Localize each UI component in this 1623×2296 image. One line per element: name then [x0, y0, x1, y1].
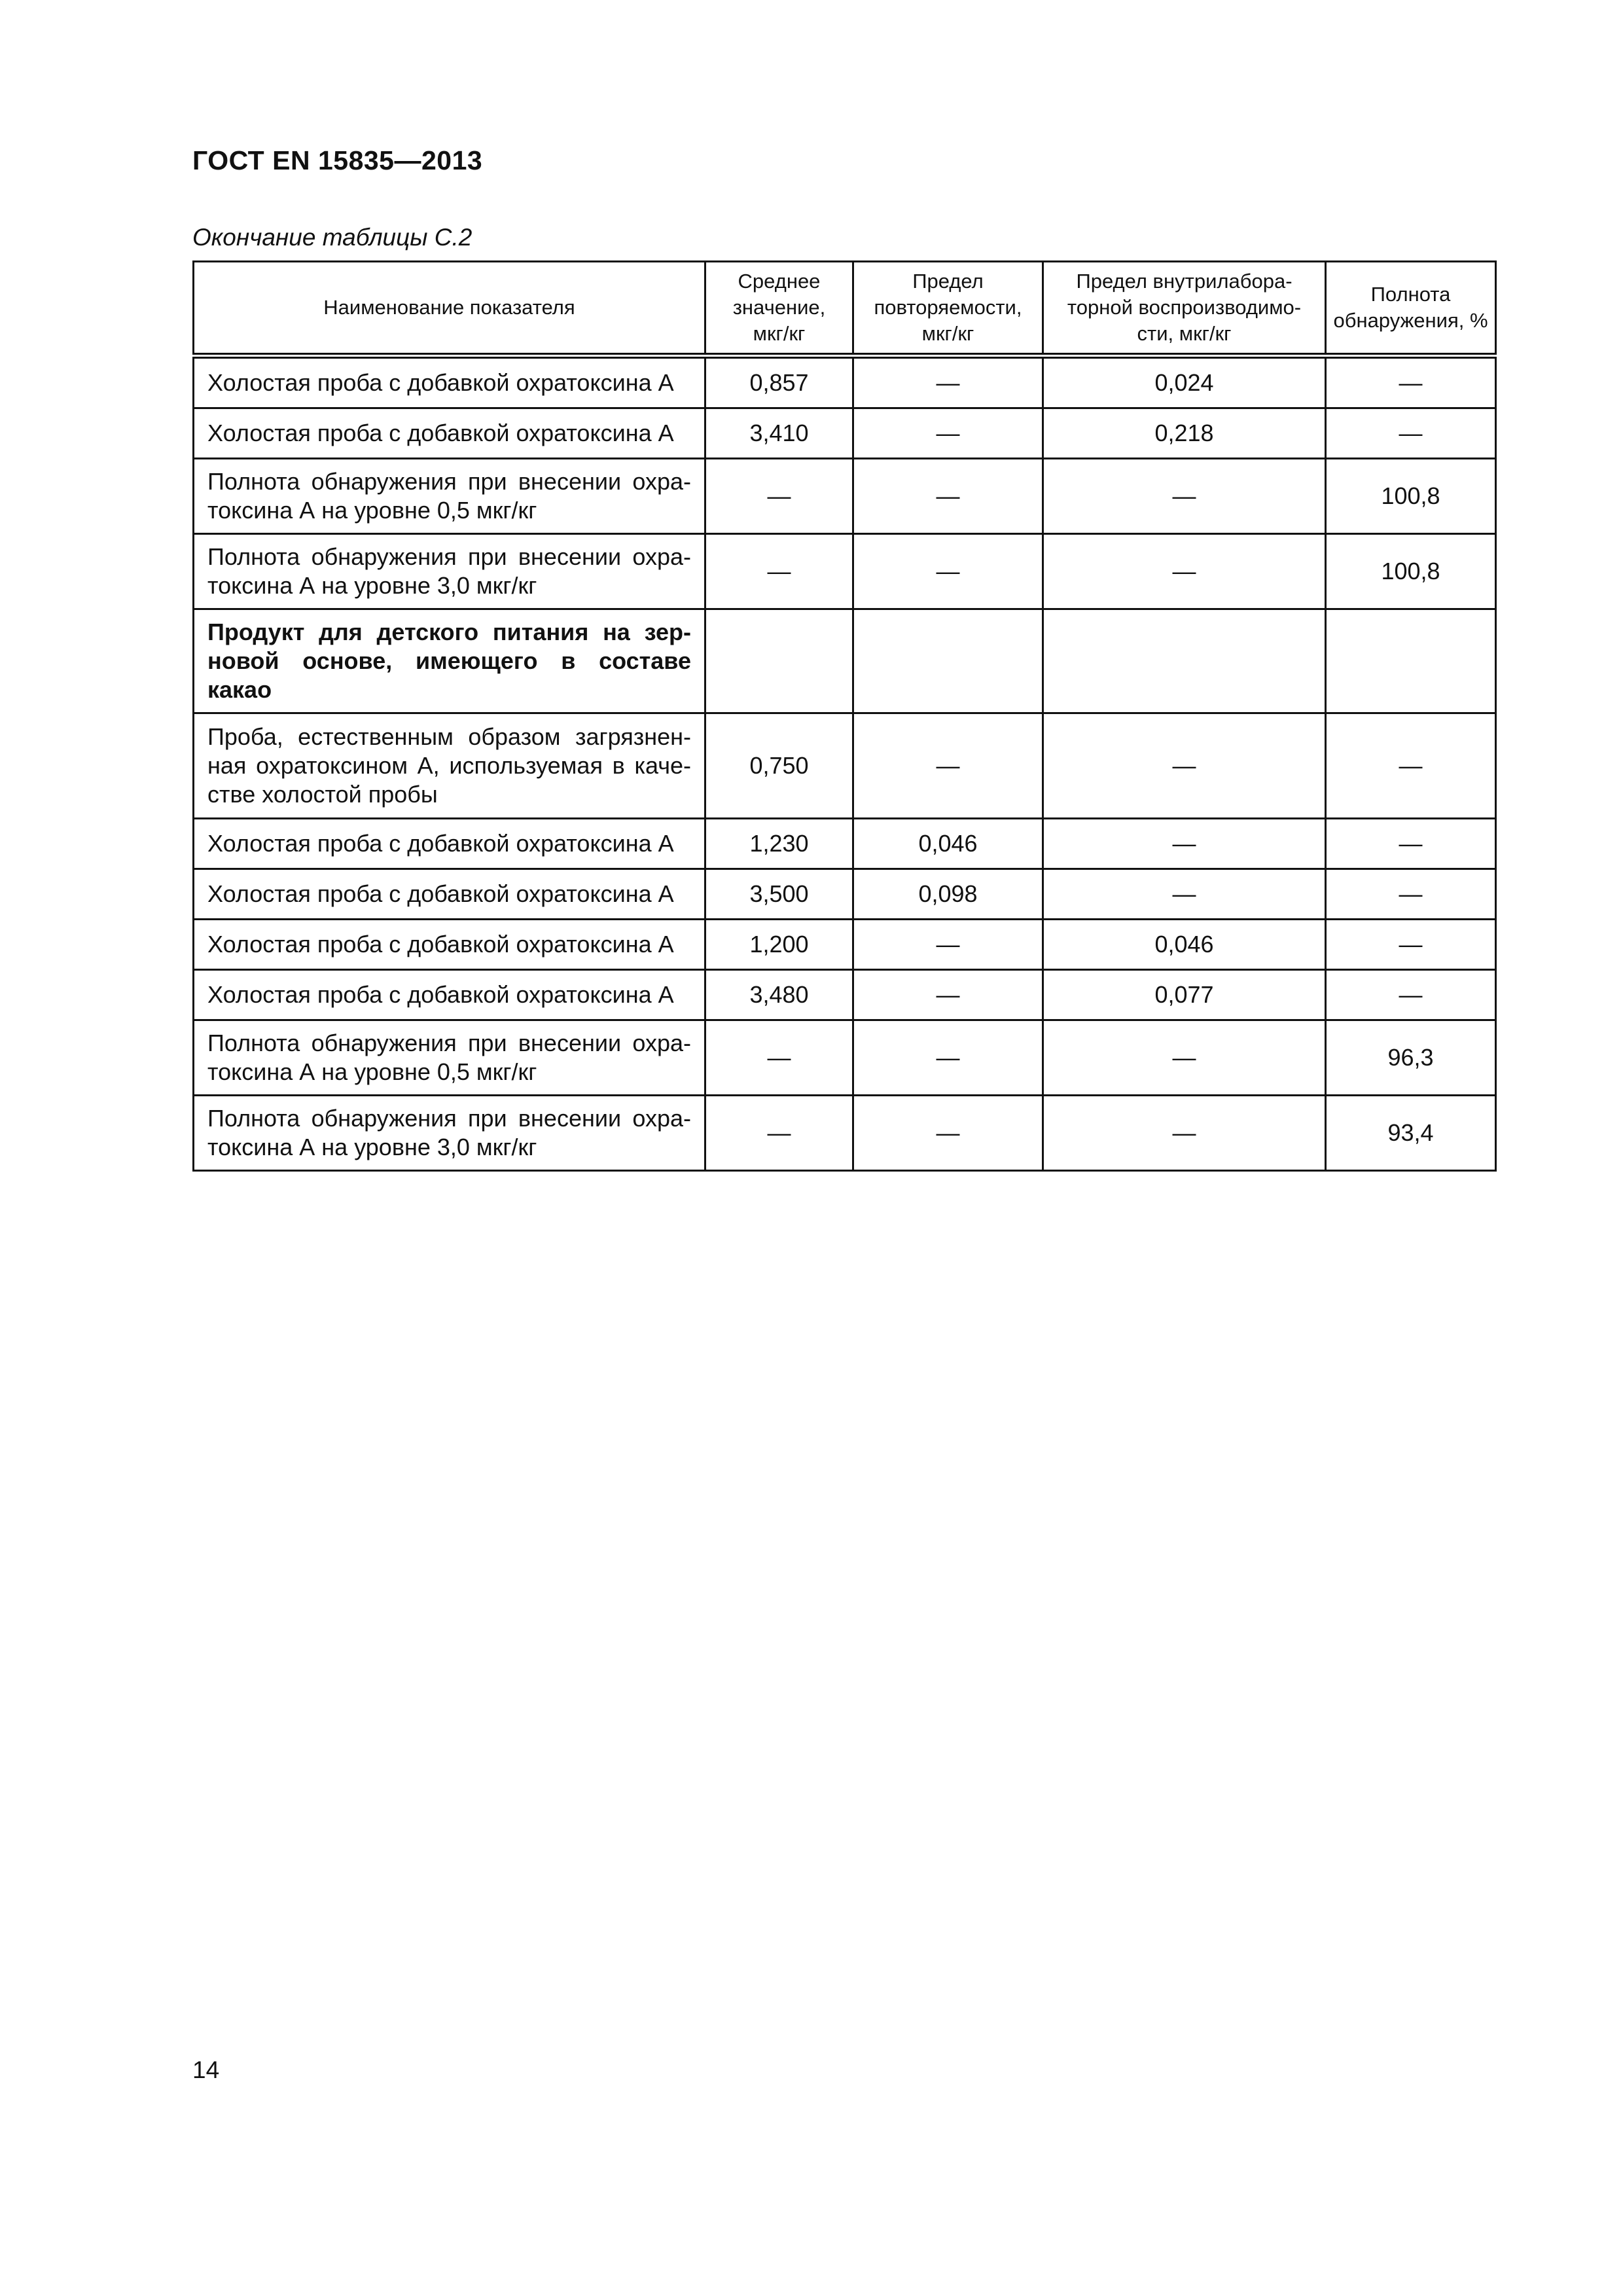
- indicator-name-cell: Холостая проба с добавкой охратоксина А: [194, 819, 705, 869]
- indicator-name-cell: Холостая проба с добавкой охратоксина А: [194, 356, 705, 408]
- table-row: [194, 819, 1496, 869]
- repeatability-cell: —: [853, 534, 1043, 609]
- mean-value-cell: —: [705, 1020, 853, 1096]
- indicator-name-cell: Холостая проба с добавкой охратоксина А: [194, 408, 705, 459]
- reproducibility-cell: 0,024: [1043, 356, 1326, 408]
- empty-cell: [1043, 609, 1326, 713]
- indicator-name-cell: Холостая проба с добавкой охратоксина А: [194, 970, 705, 1020]
- column-header-recovery: Полнота обнаружения, %: [1326, 262, 1496, 356]
- mean-value-cell: —: [705, 1096, 853, 1171]
- table-row: [194, 713, 1496, 819]
- column-header-repeatability: Предел повторяемости, мкг/кг: [853, 262, 1043, 356]
- reproducibility-cell: —: [1043, 869, 1326, 920]
- repeatability-cell: —: [853, 713, 1043, 819]
- recovery-cell: —: [1326, 970, 1496, 1020]
- mean-value-cell: 0,857: [705, 356, 853, 408]
- reproducibility-cell: —: [1043, 1096, 1326, 1171]
- column-header-reproducibility: Предел внутрилабора-торной воспроизводимо-сти, мкг/кг: [1043, 262, 1326, 356]
- indicator-name-cell: Холостая проба с добавкой охратоксина А: [194, 869, 705, 920]
- table-row: [194, 1096, 1496, 1171]
- table-row: [194, 459, 1496, 534]
- recovery-cell: 93,4: [1326, 1096, 1496, 1171]
- results-table: [192, 260, 1497, 1172]
- repeatability-cell: —: [853, 970, 1043, 1020]
- recovery-cell: —: [1326, 713, 1496, 819]
- table-row: [194, 869, 1496, 920]
- recovery-cell: —: [1326, 408, 1496, 459]
- repeatability-cell: —: [853, 1096, 1043, 1171]
- recovery-cell: —: [1326, 920, 1496, 970]
- table-caption: Окончание таблицы С.2: [192, 224, 473, 251]
- recovery-cell: —: [1326, 819, 1496, 869]
- reproducibility-cell: —: [1043, 1020, 1326, 1096]
- section-row: [194, 609, 1496, 713]
- repeatability-cell: —: [853, 459, 1043, 534]
- repeatability-cell: —: [853, 356, 1043, 408]
- column-header-mean: Среднее значение, мкг/кг: [705, 262, 853, 356]
- indicator-name-cell: Холостая проба с добавкой охратоксина А: [194, 920, 705, 970]
- mean-value-cell: 3,480: [705, 970, 853, 1020]
- mean-value-cell: 3,410: [705, 408, 853, 459]
- empty-cell: [1326, 609, 1496, 713]
- reproducibility-cell: 0,077: [1043, 970, 1326, 1020]
- column-header-name: Наименование показателя: [194, 262, 705, 356]
- table-row: [194, 408, 1496, 459]
- mean-value-cell: —: [705, 534, 853, 609]
- mean-value-cell: 1,200: [705, 920, 853, 970]
- recovery-cell: 100,8: [1326, 459, 1496, 534]
- repeatability-cell: 0,098: [853, 869, 1043, 920]
- section-heading-cell: Продукт для детского питания на зер-новой основе, имеющего в составе какао: [194, 609, 705, 713]
- table-row: [194, 356, 1496, 408]
- recovery-cell: 100,8: [1326, 534, 1496, 609]
- mean-value-cell: 1,230: [705, 819, 853, 869]
- repeatability-cell: —: [853, 1020, 1043, 1096]
- reproducibility-cell: —: [1043, 713, 1326, 819]
- reproducibility-cell: —: [1043, 819, 1326, 869]
- mean-value-cell: 0,750: [705, 713, 853, 819]
- repeatability-cell: 0,046: [853, 819, 1043, 869]
- table-row: [194, 920, 1496, 970]
- reproducibility-cell: 0,218: [1043, 408, 1326, 459]
- recovery-cell: —: [1326, 869, 1496, 920]
- page-number: 14: [192, 2056, 220, 2083]
- table-row: [194, 534, 1496, 609]
- empty-cell: [705, 609, 853, 713]
- indicator-name-cell: Полнота обнаружения при внесении охра-токсина А на уровне 0,5 мкг/кг: [194, 1020, 705, 1096]
- recovery-cell: —: [1326, 356, 1496, 408]
- table-header-row: [194, 262, 1496, 356]
- repeatability-cell: —: [853, 920, 1043, 970]
- document-header: ГОСТ EN 15835—2013: [192, 145, 483, 175]
- table-row: [194, 970, 1496, 1020]
- indicator-name-cell: Полнота обнаружения при внесении охра-токсина А на уровне 3,0 мкг/кг: [194, 1096, 705, 1171]
- empty-cell: [853, 609, 1043, 713]
- table-row: [194, 1020, 1496, 1096]
- reproducibility-cell: —: [1043, 534, 1326, 609]
- indicator-name-cell: Полнота обнаружения при внесении охра-токсина А на уровне 3,0 мкг/кг: [194, 534, 705, 609]
- recovery-cell: 96,3: [1326, 1020, 1496, 1096]
- reproducibility-cell: —: [1043, 459, 1326, 534]
- mean-value-cell: —: [705, 459, 853, 534]
- indicator-name-cell: Полнота обнаружения при внесении охра-токсина А на уровне 0,5 мкг/кг: [194, 459, 705, 534]
- reproducibility-cell: 0,046: [1043, 920, 1326, 970]
- indicator-name-cell: Проба, естественным образом загрязнен-ная охратоксином А, используемая в каче-стве холостой пробы: [194, 713, 705, 819]
- repeatability-cell: —: [853, 408, 1043, 459]
- mean-value-cell: 3,500: [705, 869, 853, 920]
